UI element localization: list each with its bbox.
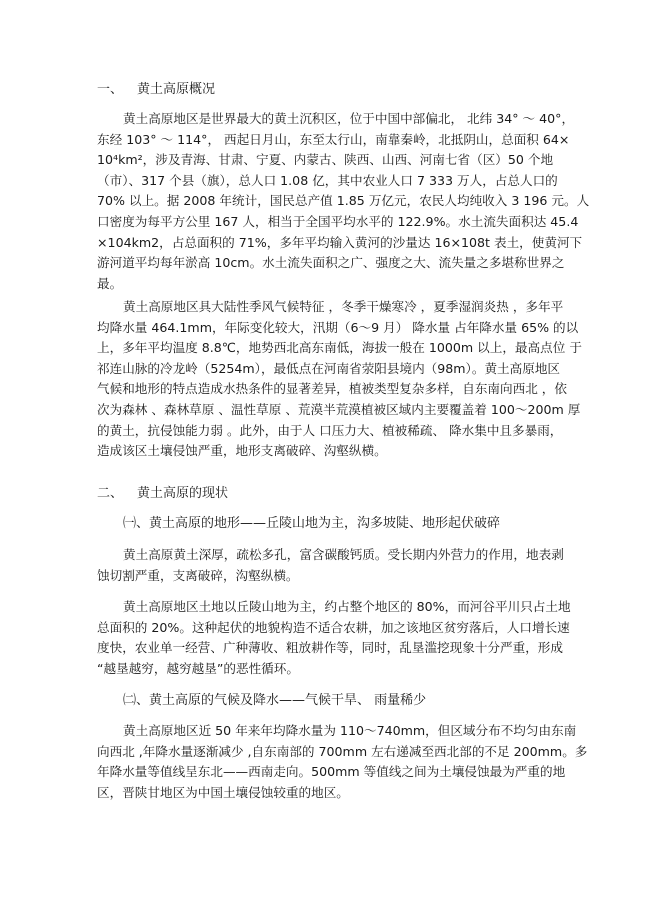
text-line: 黄土高原地区近 50 年来年均降水量为 110～740mm，但区域分布不均匀由东南 [123, 723, 577, 738]
text-line: 70% 以上。据 2008 年统计，国民总产值 1.85 万亿元，农民人均纯收入 3 196 元。人 [97, 193, 590, 209]
text-line: 度快，农业单一经营、广种薄收、粗放耕作等，同时，乱垦滥挖现象十分严重，形成 [97, 640, 563, 656]
section-heading-1 [97, 81, 215, 99]
text-line: 总面积的 20%。这种起伏的地貌构造不适合农耕，加之该地区贫穷落后，人口增长速 [97, 619, 570, 635]
paragraph-land-use [97, 597, 571, 679]
text-line: 黄土高原地区是世界最大的黄土沉积区，位于中国中部偏北， 北纬 34° ～ 40°， [123, 111, 575, 126]
text-line: 蚀切割严重，支离破碎，沟壑纵横。 [97, 567, 299, 583]
text-line: ×104km2，占总面积的 71%，多年平均输入黄河的沙量达 16×108t 表土，使黄河下 [97, 234, 583, 250]
subsection-title-terrain: ㈠、黄土高原的地形——丘陵山地为主，沟多坡陡、地形起伏破碎 [123, 516, 501, 531]
paragraph-overview [97, 109, 590, 294]
text-line: 均降水量 464.1mm，年际变化较大，汛期（6～9 月） 降水量 占年降水量 65% 的以 [97, 319, 579, 335]
text-line: 祁连山脉的冷龙岭（5254m），最低点在河南省荥阳县境内（98m）。黄土高原地区 [97, 360, 561, 376]
section-title: 黄土高原的现状 [137, 486, 229, 501]
subsection-title-climate: ㈡、黄土高原的气候及降水——气候干旱、 雨量稀少 [123, 693, 427, 708]
text-line: 游河道平均每年淤高 10cm。水土流失面积之广、强度之大、流失量之多堪称世界之 [97, 255, 565, 271]
text-line: 口密度为每平方公里 167 人，相当于全国平均水平的 122.9%。水土流失面积达 45.4 [97, 213, 579, 229]
text-line: 向西北 ,年降水量逐渐减少 ,自东南部的 700mm 左右递减至西北部的不足 200mm。多 [97, 743, 588, 759]
text-line: 黄土高原地区土地以丘陵山地为主，约占整个地区的 80%，而河谷平川只占土地 [123, 599, 571, 614]
section-number: 一、 [97, 82, 124, 97]
text-line: 次为森林 、森林草原 、温性草原 、荒漠半荒漠植被区域内主要覆盖着 100～200m 厚 [97, 401, 581, 417]
text-line: “越垦越穷，越穷越垦”的恶性循环。 [97, 660, 299, 676]
text-line: 10⁴km²，涉及青海、甘肃、宁夏、内蒙古、陕西、山西、河南七省（区）50 个地 [97, 152, 554, 168]
text-line: 黄土高原黄土深厚，疏松多孔，富含碳酸钙质。受长期内外营力的作用，地表剥 [123, 547, 564, 562]
text-line: （市）、317 个县（旗），总人口 1.08 亿，其中农业人口 7 333 万人，占总人口的 [97, 172, 558, 188]
text-line: 最。 [97, 275, 123, 291]
text-line: 区，晋陕甘地区为中国土壤侵蚀较重的地区。 [97, 784, 349, 800]
section-heading-2 [97, 485, 228, 503]
paragraph-loess [97, 545, 564, 586]
text-line: 黄土高原地区具大陆性季风气候特征 ，冬季干燥寒冷 ，夏季湿润炎热 ，多年平 [123, 299, 564, 314]
text-line: 的黄土，抗侵蚀能力弱 。此外，由于人 口压力大、植被稀疏、 降水集中且多暴雨， [97, 422, 563, 438]
section-number: 二、 [97, 486, 124, 501]
text-line: 年降水量等值线呈东北——西南走向。500mm 等值线之间为土壤侵蚀最为严重的地 [97, 764, 566, 780]
text-line: 气候和地形的特点造成水热条件的显著差异，植被类型复杂多样，自东南向西北 ，依 [97, 381, 567, 397]
text-line: 东经 103° ～ 114°， 西起日月山，东至太行山，南靠秦岭，北抵阴山，总面积 64× [97, 131, 570, 147]
text-line: 上，多年平均温度 8.8℃，地势西北高东南低，海拔一般在 1000m 以上，最高点位 于 [97, 340, 582, 356]
paragraph-precipitation [97, 721, 588, 803]
section-title: 黄土高原概况 [137, 82, 216, 97]
paragraph-climate [97, 297, 582, 462]
text-line: 造成该区土壤侵蚀严重，地形支离破碎、沟壑纵横。 [97, 443, 387, 459]
